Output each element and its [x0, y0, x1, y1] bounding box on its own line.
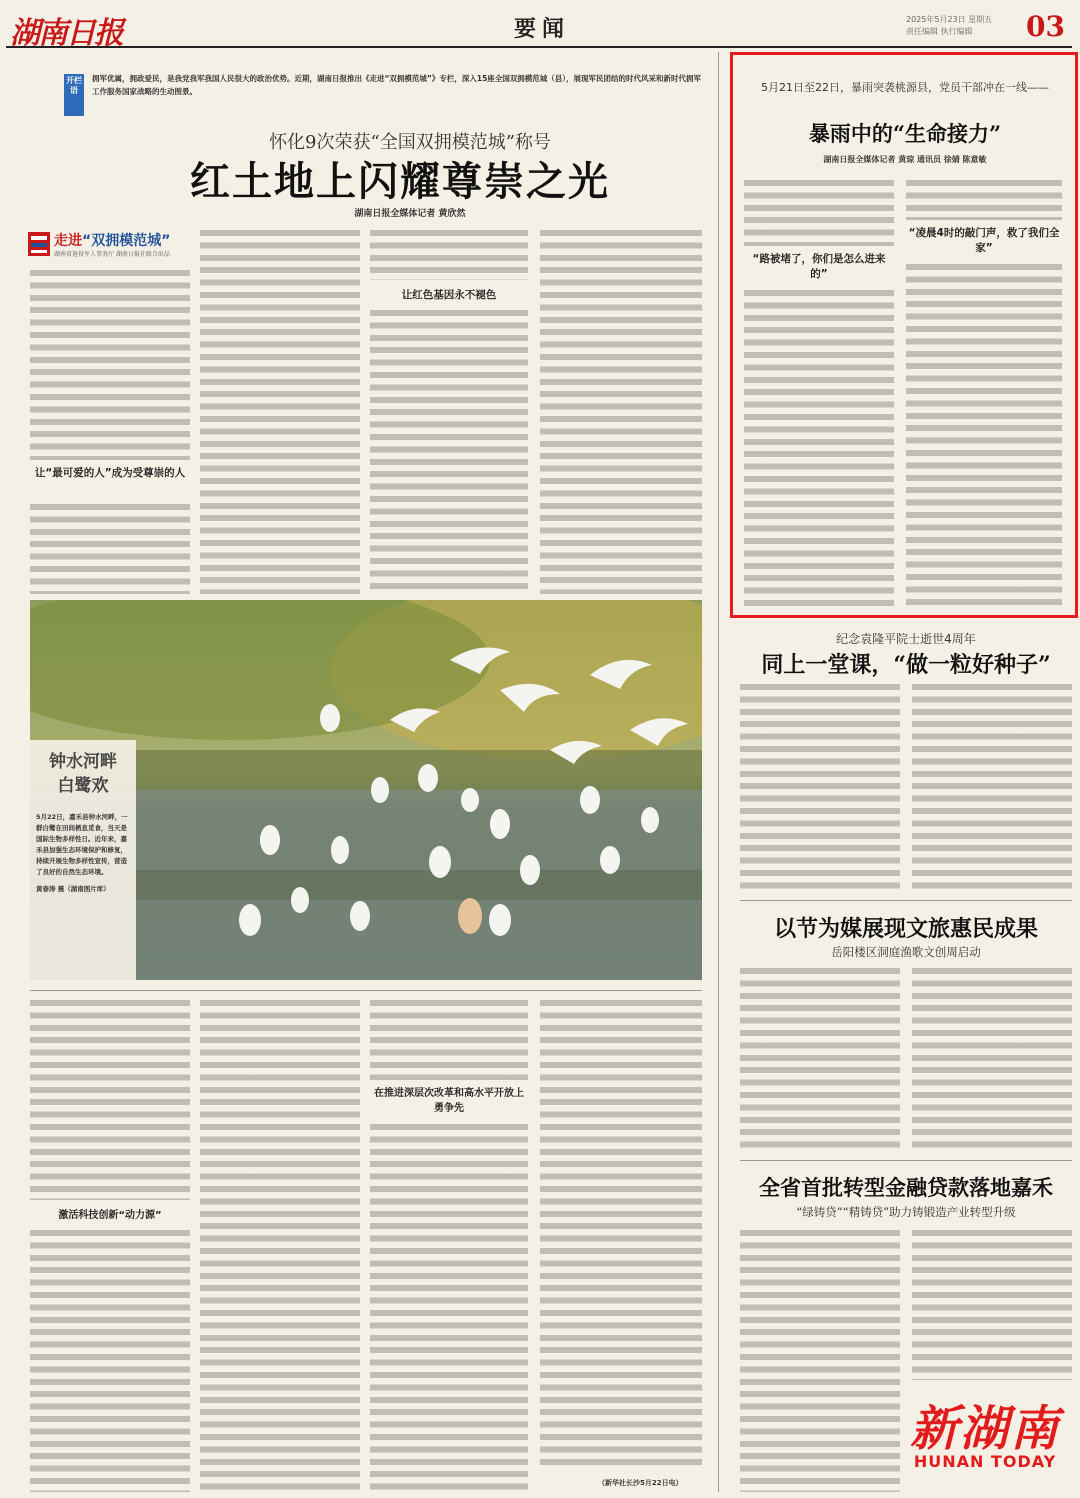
story4-headline: 全省首批转型金融贷款落地嘉禾	[759, 1175, 1053, 1200]
photo-title-line1: 钟水河畔	[49, 752, 117, 772]
story3-body-col1	[740, 968, 900, 1152]
feature-subhead-2: “凌晨4时的敲门声，救了我们全家”	[908, 227, 1060, 254]
lead-body-col1a	[30, 270, 190, 460]
masthead	[6, 8, 1072, 51]
photo-caption: 5月22日，嘉禾县钟水河畔，一群白鹭在田间栖息觅食，当天是国际生物多样性日。近年来，嘉禾县加强生态环境保护和修复，持续开展生物多样性宣传，营造了良好的自然生态环境。	[36, 813, 128, 876]
lead-byline: 湖南日报全媒体记者 黄欣然	[354, 209, 466, 219]
lead-body-col4	[540, 230, 702, 594]
story4-subheadline: “绿铸贷”“精铸贷”助力铸锻造产业转型升级	[796, 1205, 1016, 1219]
section-divider-right-1	[740, 900, 1072, 901]
photo-credit: 黄春涛 摄（湖南图片库）	[36, 885, 110, 893]
lead-body-col3a	[370, 230, 528, 280]
badge-title-a: 走进	[54, 233, 82, 249]
intro-badge: 开栏语	[64, 74, 84, 116]
lead-headline: 红土地上闪耀尊崇之光	[190, 158, 610, 205]
feature-kicker: 5月21日至22日，暴雨突袭桃源县，党员干部冲在一线——	[761, 81, 1049, 94]
story2-kicker: 纪念袁隆平院士逝世4周年	[836, 632, 976, 646]
section-divider	[30, 990, 702, 991]
feature-headline: 暴雨中的“生命接力”	[808, 121, 1002, 146]
feature-subhead-1: “路被堵了，你们是怎么进来的”	[752, 253, 886, 280]
bottom-subhead-1: 激活科技创新“动力源”	[58, 1210, 162, 1221]
hunan-today-watermark	[900, 1390, 1070, 1490]
feature-byline: 湖南日报全媒体记者 黄琼 通讯员 徐婧 陈意敏	[823, 155, 987, 164]
story2-body-col2	[912, 684, 1072, 892]
section-divider-right-2	[740, 1160, 1072, 1161]
end-note: （新华社长沙5月22日电）	[598, 1479, 683, 1487]
story3-headline: 以节为媒展现文旅惠民成果	[773, 916, 1038, 942]
column-intro	[64, 70, 710, 120]
column-badge-sub: 湖南省退役军人事务厅 湖南日报社联合出品	[54, 251, 170, 258]
section-name: 要闻	[514, 16, 571, 42]
intro-text: 拥军优属，拥政爱民，是我党我军我国人民很大的政治优势。近期，湖南日报推出《走进“双拥模范城”》专栏，深入15座全国双拥模范城（县），展现军民团结的时代风采和新时代拥军工作服务国家战略的生动图景。	[92, 74, 702, 96]
feature-body-col2b	[906, 264, 1062, 606]
feature-body-col1b	[744, 290, 894, 606]
lead-subhead-1: 让“最可爱的人”成为受尊崇的人	[34, 467, 186, 479]
story4-body-col1	[740, 1230, 900, 1492]
story2-headline: 同上一堂课，“做一粒好种子”	[761, 652, 1051, 678]
lead-body-col3b	[370, 310, 528, 594]
photo-caption-box	[30, 740, 136, 980]
bottom-body-col2	[200, 1000, 360, 1492]
editors-text: 责任编辑 执行编辑	[906, 27, 973, 36]
story2-body-col1	[740, 684, 900, 892]
badge-title-b: “双拥模范城”	[82, 233, 171, 249]
photo-title-line2: 白鹭欢	[57, 776, 109, 796]
watermark-main: 新湖南	[909, 1401, 1060, 1457]
photo-title	[36, 750, 130, 798]
story3-subheadline: 岳阳楼区洞庭渔歌文创周启动	[831, 945, 981, 959]
lead-subhead-2: 让红色基因永不褪色	[401, 289, 497, 301]
bottom-body-col1a	[30, 1000, 190, 1200]
lead-kicker: 怀化9次荣获“全国双拥模范城”称号	[269, 132, 551, 153]
feature-body-col2a	[906, 180, 1062, 220]
cattle-egret-shape	[458, 898, 482, 934]
lead-body-col1b	[30, 504, 190, 594]
page-number: 03	[1026, 10, 1065, 43]
column-divider	[718, 52, 719, 1492]
bottom-body-col3a	[370, 1000, 528, 1080]
bottom-body-col4	[540, 1000, 702, 1470]
story4-body-col2	[912, 1230, 1072, 1380]
feature-body-col1a	[744, 180, 894, 246]
lead-body-col2	[200, 230, 360, 594]
date-text: 2025年5月23日 星期五	[906, 15, 993, 24]
watermark-sub: HUNAN TODAY	[913, 1452, 1057, 1471]
flag-icon	[28, 232, 50, 256]
column-badge	[28, 230, 190, 260]
story3-body-col2	[912, 968, 1072, 1152]
bottom-subhead-2: 在推进深层次改革和高水平开放上勇争先	[374, 1088, 524, 1114]
bottom-body-col3b	[370, 1124, 528, 1492]
newspaper-logo: 湖南日报	[10, 16, 122, 51]
date-line	[906, 14, 1026, 38]
bottom-body-col1b	[30, 1230, 190, 1492]
column-badge-title	[54, 230, 170, 250]
